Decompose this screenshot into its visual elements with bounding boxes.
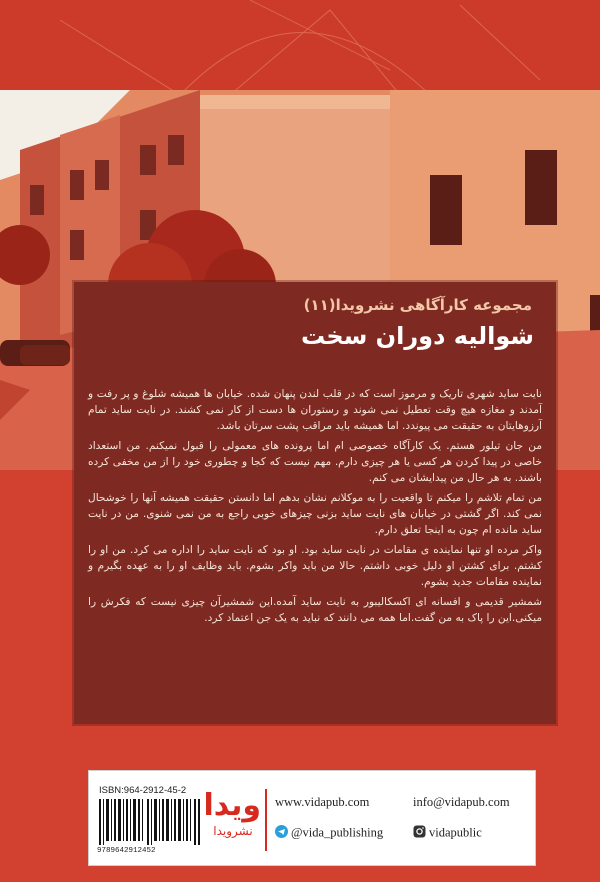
telegram-text: @vida_publishing bbox=[291, 825, 384, 840]
website-link[interactable]: www.vidapub.com bbox=[275, 795, 370, 809]
footer-divider bbox=[265, 789, 267, 851]
zodiac-pattern bbox=[0, 0, 600, 95]
telegram-handle[interactable] bbox=[275, 825, 383, 842]
publisher-logo-mark: ویدا bbox=[203, 788, 261, 823]
publisher-name: نشرویدا bbox=[213, 824, 253, 838]
blurb-paragraph: شمشیر قدیمی و افسانه ای اکسکالیبور به نایت ساید آمده.این شمشیرآن چیزی نیست که فکرش را میکنی.این را پاک به من گفت.اما همه می دانند که نباید به یک جن اعتماد کرد. bbox=[88, 596, 542, 624]
instagram-handle[interactable] bbox=[413, 825, 482, 842]
barcode bbox=[99, 799, 201, 845]
blurb-panel bbox=[74, 282, 556, 724]
email-link[interactable]: info@vidapub.com bbox=[413, 795, 510, 809]
isbn: ISBN:964-2912-45-2 bbox=[99, 785, 187, 796]
blurb-text bbox=[88, 386, 542, 630]
publisher-footer bbox=[88, 770, 536, 866]
blurb-paragraph: من تمام تلاشم را میکنم تا واقعیت را به موکلانم نشان بدهم اما دانستن حقیقت همیشه آنها را خوشحال نمی کند. اگر گشتی در خیابان های نایت ساید بزنی چیزهای خوبی راجع به من نمی شنوی. من در نایت ساید مانده ام چون به اینجا تعلق دارم. bbox=[88, 492, 542, 536]
telegram-icon bbox=[275, 825, 288, 842]
publisher-logo bbox=[205, 789, 261, 853]
barcode-number: 9789642912452 bbox=[97, 847, 156, 855]
instagram-icon bbox=[413, 825, 426, 842]
blurb-paragraph: واکر مرده او تنها نماینده ی مقامات در نایت ساید بود. او بود که نایت ساید را اداره می کرد. من او را کشتم. برای کشتن او دلیل خوبی داشتم. حالا من باید واکر بشوم. باید وظایف او را به عهده بگیرم و نماینده مقامات جدید بشوم. bbox=[88, 544, 542, 588]
blurb-paragraph: نایت ساید شهری تاریک و مرموز است که در قلب لندن پنهان شده. خیابان ها همیشه شلوغ و پر رفت و آمدند و مغازه هیچ وقت تعطیل نمی شوند و رستوران ها دست از کار نمی کشند. در نایت ساید تمام آرزوهایتان به حقیقت می پیوندد. اما همیشه باید مراقب پشت سرتان باشد. bbox=[88, 388, 542, 432]
series-title: مجموعه کارآگاهی نشرویدا(۱۱) bbox=[303, 296, 532, 314]
blurb-paragraph: من جان تیلور هستم. یک کارآگاه خصوصی ام اما پرونده های معمولی را قبول نمیکنم. من استعداد خاصی در پیدا کردن هر کسی یا هر چیزی دارم. مهم نیست که کجا و چطوری خود را از من مخفی کرده باشند. به هر حال من پیدایشان می کنم. bbox=[88, 440, 542, 484]
instagram-text: vidapublic bbox=[429, 825, 482, 840]
cover-top-band bbox=[0, 0, 600, 95]
book-title: شوالیه دوران سخت bbox=[300, 322, 534, 350]
